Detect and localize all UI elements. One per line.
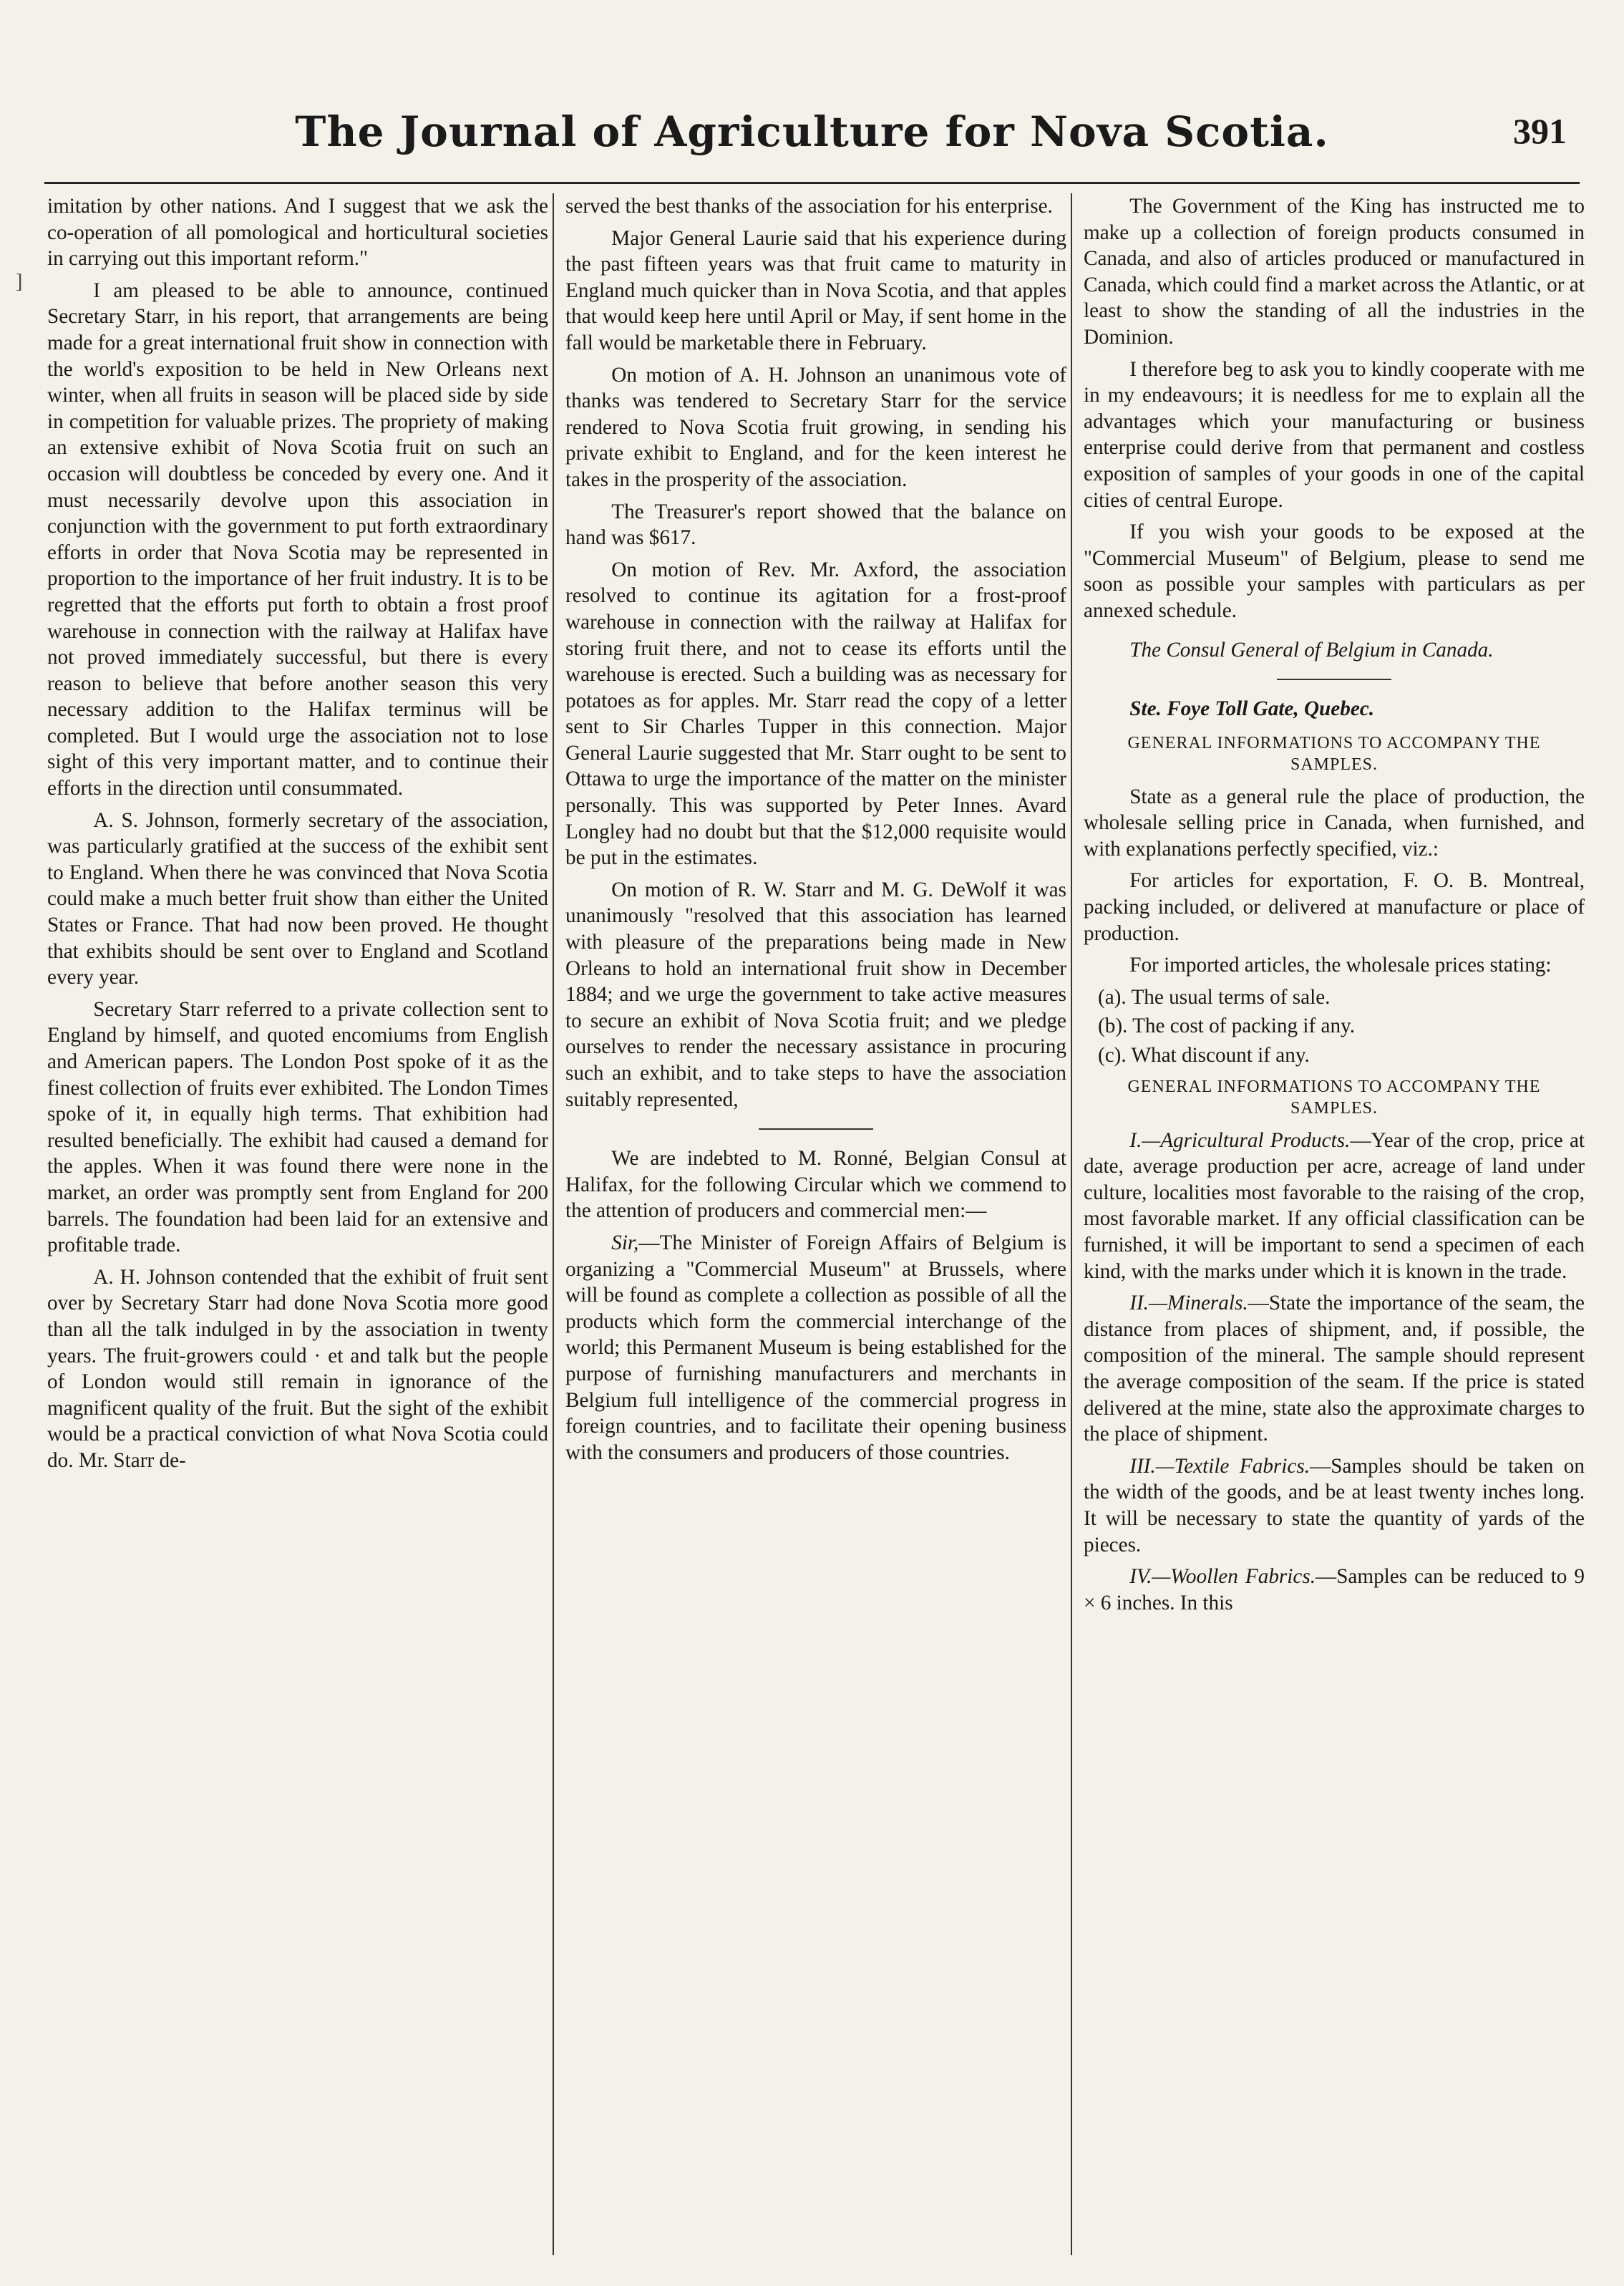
section-paragraph (1084, 1564, 1585, 1616)
paragraph: The Treasurer's report showed that the balance on hand was $617. (565, 500, 1066, 550)
salutation: Sir, (611, 1231, 639, 1254)
paragraph: For articles for exportation, F. O. B. Montreal, packing included, or delivered at manufacture or place of production. (1084, 869, 1585, 945)
paragraph: Major General Laurie said that his experience during the past fifteen years was that fruit came to maturity in England much quicker than in Nova Scotia, and that apples that would keep here until April or May, if sent home in the fall would be marketable there in February. (565, 226, 1066, 354)
paragraph: For imported articles, the wholesale prices stating: (1129, 954, 1552, 977)
margin-mark: ] (16, 271, 23, 293)
page-number: 391 (1513, 111, 1567, 151)
paragraph: On motion of Rev. Mr. Axford, the association resolved to continue its agitation for a frost-proof warehouse in connection with the railway at Halifax for storing fruit there, and not to cease its efforts until the warehouse is erected. Such a building was as necessary for potatoes as for apples. Mr. Starr read the copy of a letter sent to Sir Charles Tupper in this connection. Major General Laurie suggested that Mr. Starr ought to be sent to Ottawa to urge the importance of the matter on the minister personally. This was supported by Peter Innes. Avard Longley had no doubt but that the $12,000 requisite would be put in the estimates. (565, 558, 1066, 870)
column-divider (553, 193, 554, 2255)
letter-text: —The Minister of Foreign Affairs of Belgium is organizing a "Commercial Museum" at Brussels, where will be found as complete a collection as possible of all the products which form the commercial interchange of the world; this Permanent Museum is being established for the purpose of furnishing manufacturers and merchants in Belgium full intelligence of the commercial progress in foreign countries, and to facilitate their opening business with the consumers and producers of those countries. (565, 1231, 1066, 1464)
paragraph: imitation by other nations. And I suggest that we ask the co-operation of all pomological and horticultural societies in carrying out this important reform." (47, 195, 548, 271)
section-text: —Samples can be reduced to 9 × 6 inches. In this (1084, 1565, 1585, 1614)
section-divider (759, 1128, 873, 1130)
section-paragraph (1084, 1290, 1585, 1448)
section-text: —Samples should be taken on the width of the goods, and be at least twenty inches long. It will be necessary to state the quantity of yards of the pieces. (1084, 1454, 1585, 1556)
signature: The Consul General of Belgium in Canada. (1129, 638, 1494, 662)
list-item: (c). What discount if any. (1098, 1044, 1310, 1067)
header-rule (44, 182, 1580, 184)
section-lead: III.—Textile Fabrics. (1129, 1454, 1311, 1478)
paragraph: Secretary Starr referred to a private collection sent to England by himself, and quoted encomiums from English and American papers. The London Post spoke of it as the finest collection of fruits ever exhibited. The London Times spoke of it, in equally high terms. That exhibition had resulted beneficially. The exhibit had caused a demand for the apples. When it was found there were none in the market, an order was promptly sent from England for 200 barrels. The foundation had been laid for an extensive and profitable trade. (47, 997, 548, 1257)
paragraph: We are indebted to M. Ronné, Belgian Consul at Halifax, for the following Circular which we commend to the attention of producers and commercial men:— (565, 1147, 1066, 1223)
paragraph: A. H. Johnson contended that the exhibit of fruit sent over by Secretary Starr had done Nova Scotia more good than all the talk indulged in by the association in twenty years. The fruit-growers could · et and talk but the people of London would still remain in ignorance of the magnificent quality of the fruit. But the sight of the exhibit would be a practical conviction of what Nova Scotia could do. Mr. Starr de- (47, 1265, 548, 1472)
paragraph: I therefore beg to ask you to kindly cooperate with me in my endeavours; it is needless for me to explain all the advantages which your manufacturing or business enterprise could derive from that permanent and costless exposition of samples of your goods in one of the capital cities of central Europe. (1084, 357, 1585, 512)
section-heading: GENERAL INFORMATIONS TO ACCOMPANY THE SAMPLES. (1127, 733, 1541, 774)
column-divider (1071, 193, 1072, 2255)
column-3 (1084, 193, 1585, 2248)
list-item: (b). The cost of packing if any. (1098, 1014, 1356, 1038)
paragraph: A. S. Johnson, formerly secretary of the association, was particularly gratified at the success of the exhibit sent to England. When there he was convinced that Nova Scotia could make a much better fruit show than either the United States or France. That had now been proved. He thought that exhibits should be sent over to England and Scotland every year. (47, 808, 548, 989)
page-header (0, 107, 1624, 179)
place-line: Ste. Foye Toll Gate, Quebec. (1129, 697, 1375, 721)
paragraph: served the best thanks of the association for his enterprise. (565, 195, 1053, 218)
section-text: —State the importance of the seam, the distance from places of shipment, and, if possible, the composition of the mineral. The sample should represent the average composition of the seam. If the price is stated delivered at the mine, state also the approximate charges to the place of shipment. (1084, 1292, 1585, 1446)
paragraph: If you wish your goods to be exposed at the "Commercial Museum" of Belgium, please to send me soon as possible your samples with particulars as per annexed schedule. (1084, 520, 1585, 622)
column-1 (47, 193, 548, 2248)
list-item: (a). The usual terms of sale. (1098, 985, 1331, 1009)
section-lead: I.—Agricultural Products. (1129, 1128, 1351, 1152)
paragraph: On motion of R. W. Starr and M. G. DeWolf it was unanimously "resolved that this association has learned with pleasure of the preparations being made in New Orleans to hold an international fruit show in December 1884; and we urge the government to take active measures to secure an exhibit of Nova Scotia fruit; and we pledge ourselves to render the necessary assistance in procuring such an exhibit, and to take steps to have the association suitably represented, (565, 878, 1066, 1111)
section-lead: II.—Minerals. (1129, 1292, 1248, 1315)
section-text: —Year of the crop, price at date, average production per acre, acreage of land under culture, localities most favorable to the raising of the crop, most favorable market. If any official classification can be furnished, it will be important to send a specimen of each kind, with the marks under which it is known in the trade. (1084, 1128, 1585, 1283)
paragraph: I am pleased to be able to announce, continued Secretary Starr, in his report, that arrangements are being made for a great international fruit show in connection with the world's exposition to be held in New Orleans next winter, when all fruits in season will be placed side by side in competition for valuable prizes. The propriety of making an extensive exhibit of Nova Scotia fruit on such an occasion will doubtless be conceded by every one. And it must necessarily devolve upon this association in conjunction with the government to put forth extraordinary efforts in order that Nova Scotia may be represented in proportion to the importance of her fruit industry. It is to be regretted that the efforts put forth to obtain a frost proof warehouse in connection with the railway at Halifax have not proved immediately successful, but there is every reason to believe that before another season this very necessary addition to the Halifax terminus will be completed. But I would urge the association not to lose sight of this very important matter, and to continue their efforts in the direction until consummated. (47, 279, 548, 800)
section-divider (1277, 679, 1391, 680)
section-heading: GENERAL INFORMATIONS TO ACCOMPANY THE SAMPLES. (1127, 1077, 1541, 1118)
section-paragraph (1084, 1128, 1585, 1285)
journal-title: The Journal of Agriculture for Nova Scotia. (295, 107, 1329, 156)
column-2 (565, 193, 1066, 2248)
paragraph: The Government of the King has instructed me to make up a collection of foreign products consumed in Canada, and also of articles produced or manufactured in Canada, which could find a market across the Atlantic, or at least to show the standing of all the industries in the Dominion. (1084, 195, 1585, 349)
letter-paragraph (565, 1230, 1066, 1466)
section-paragraph (1084, 1453, 1585, 1558)
paragraph: State as a general rule the place of production, the wholesale selling price in Canada, when furnished, and with explanations perfectly specified, viz.: (1084, 785, 1585, 861)
paragraph: On motion of A. H. Johnson an unanimous vote of thanks was tendered to Secretary Starr for the service rendered to Nova Scotia fruit growing, in sending his private exhibit to England, and for the keen interest he takes in the prosperity of the association. (565, 363, 1066, 491)
section-lead: IV.—Woollen Fabrics. (1129, 1565, 1316, 1589)
